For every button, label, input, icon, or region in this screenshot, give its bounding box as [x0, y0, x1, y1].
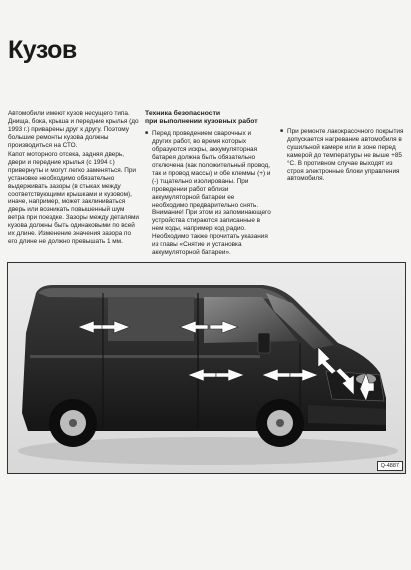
safety-column [145, 110, 271, 258]
bullet-square-icon: ■ [280, 128, 284, 134]
van-photo [7, 262, 406, 474]
front-grille [326, 371, 384, 401]
side-window [108, 297, 194, 341]
safety-heading [145, 110, 271, 126]
front-wheel [256, 399, 304, 447]
safety-bullet-text-2: При ремонте лакокрасочного покрытия допускается нагревание автомобиля в сушильной камере или в зоне перед камерой до температуры не выше +85 °С. В противном случае выходят из строя электронные блоки управления автомобиля. [287, 128, 404, 183]
safety-bullet-1 [145, 130, 271, 257]
intro-paragraph-1: Автомобили имеют кузов несущего типа. Днища, бока, крыша и передние крылья (до 1993 г.) приварены друг к другу. Поэтому большие ремонты кузова должны производиться на СТО. [8, 110, 139, 149]
van-illustration [8, 263, 405, 473]
safety-bullet-2 [280, 128, 404, 183]
intro-paragraph-2: Капот моторного отсека, задняя дверь, двери и передние крылья (с 1994 г.) привернуты и могут легко заменяться. При установке необходимо обязательно выдерживать зазоры (в стыках между соответствующими крышками и кузовом), иначе, например, может заклиниваться дверь или возникать повышенный шум ветра при поездке. Зазоры между деталями кузова должны быть одинаковыми по всей их длине. Изменение значения зазора по его длине не должно превышать 1 мм. [8, 151, 139, 245]
figure-code: Q-4887 [377, 461, 403, 471]
intro-column [8, 110, 140, 247]
paint-column [280, 128, 404, 185]
side-mirror [258, 333, 270, 353]
safety-heading-line-2: при выполнении кузовных работ [145, 118, 258, 126]
safety-heading-line-1: Техника безопасности [145, 110, 221, 117]
rear-wheel [49, 399, 97, 447]
side-stripe [30, 355, 260, 358]
page-title: Кузов [8, 36, 77, 64]
safety-bullet-text-1: Перед проведением сварочных и других работ, во время которых образуются искры, аккумуляторная батарея должна быть обязательно отключена (как положительный провод, так и провод массы) и обе клеммы (+) и (-) тщательно изолированы. При проведении работ вблизи аккумуляторной батареи ее необходимо предварительно снять. Внимание! При этом из запоминающего устройства стираются записанные в нем коды, например код радио. Необходимо также прочитать указания из главы «Снятие и установка аккумуляторной батареи». [152, 130, 271, 256]
bullet-square-icon: ■ [145, 130, 149, 137]
